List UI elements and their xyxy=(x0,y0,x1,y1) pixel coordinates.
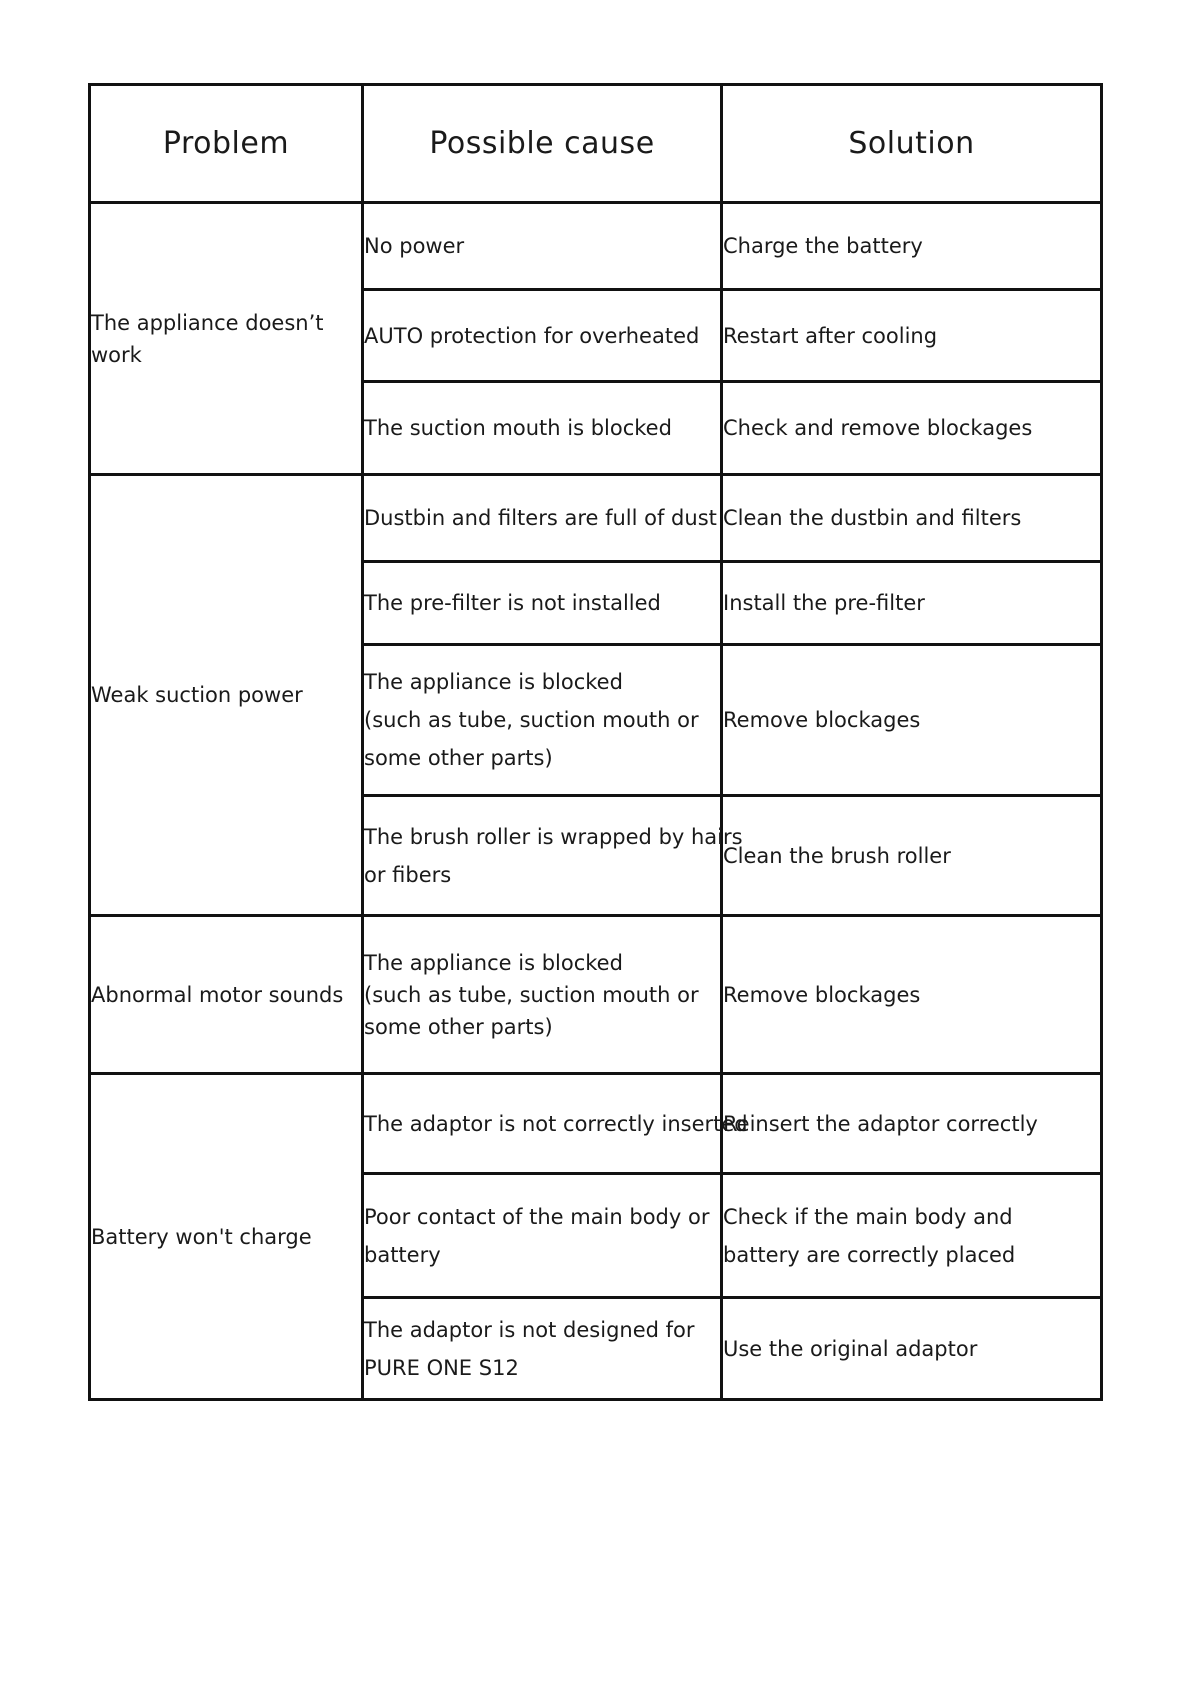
solution-cell xyxy=(722,382,1102,475)
solution-cell xyxy=(722,796,1102,916)
cause-text: (such as tube, suction mouth or xyxy=(364,708,699,732)
solution-text: Clean the dustbin and filters xyxy=(723,506,1022,530)
cause-text: battery xyxy=(364,1242,441,1267)
cause-text: PURE ONE S12 xyxy=(364,1355,519,1380)
problem-cell xyxy=(90,916,363,1074)
cause-cell xyxy=(363,1298,722,1400)
solution-text: Clean the brush roller xyxy=(723,843,951,868)
solution-cell xyxy=(722,1298,1102,1400)
table-row xyxy=(90,1074,1102,1174)
cause-cell xyxy=(363,562,722,645)
troubleshooting-table xyxy=(88,83,1103,1401)
solution-cell xyxy=(722,562,1102,645)
solution-cell xyxy=(722,916,1102,1074)
cause-cell xyxy=(363,1074,748,1174)
solution-cell xyxy=(722,1174,1102,1298)
solution-cell xyxy=(722,1074,1102,1174)
problem-cell xyxy=(90,203,363,475)
cause-cell xyxy=(363,290,722,382)
solution-cell xyxy=(722,475,1102,562)
header-row xyxy=(90,85,1102,203)
problem-cell xyxy=(90,475,363,916)
table-row xyxy=(90,916,1102,1074)
cause-text: AUTO protection for overheated xyxy=(364,323,700,348)
problem-text: work xyxy=(91,342,142,367)
cause-text: Dustbin and filters are full of dust xyxy=(364,506,717,530)
cause-text: Poor contact of the main body or xyxy=(364,1204,710,1229)
cause-text: The adaptor is not correctly inserted xyxy=(364,1111,748,1136)
cause-text: some other parts) xyxy=(364,1014,553,1039)
problem-text: The appliance doesn’t xyxy=(91,310,324,335)
solution-cell xyxy=(722,203,1102,290)
cause-cell xyxy=(363,203,722,290)
problem-text: Abnormal motor sounds xyxy=(91,982,344,1007)
cause-cell xyxy=(363,796,743,916)
cause-cell xyxy=(363,645,722,796)
solution-text: Check and remove blockages xyxy=(723,416,1033,440)
cause-text: The appliance is blocked xyxy=(364,950,623,975)
problem-text: Battery won't charge xyxy=(91,1224,312,1249)
table-row xyxy=(90,203,1102,290)
cause-text: No power xyxy=(364,234,465,258)
problem-cell xyxy=(90,1074,363,1400)
solution-text: Install the pre-filter xyxy=(723,591,925,615)
cause-text: or fibers xyxy=(364,862,452,887)
cause-text: (such as tube, suction mouth or xyxy=(364,982,699,1007)
cause-text: The appliance is blocked xyxy=(364,670,623,694)
cause-text: The pre-filter is not installed xyxy=(364,591,661,615)
solution-text: battery are correctly placed xyxy=(723,1242,1016,1267)
cause-cell xyxy=(363,1174,722,1298)
cause-text: The suction mouth is blocked xyxy=(364,416,672,440)
cause-cell xyxy=(363,916,722,1074)
solution-text: Restart after cooling xyxy=(723,323,938,348)
header-problem: Problem xyxy=(90,85,363,203)
solution-cell xyxy=(722,290,1102,382)
solution-text: Check if the main body and xyxy=(723,1204,1013,1229)
cause-text: some other parts) xyxy=(364,746,553,770)
cause-cell xyxy=(363,382,722,475)
solution-cell xyxy=(722,645,1102,796)
header-solution: Solution xyxy=(722,85,1102,203)
solution-text: Remove blockages xyxy=(723,982,921,1007)
solution-text: Use the original adaptor xyxy=(723,1336,978,1361)
cause-cell xyxy=(363,475,722,562)
solution-text: Charge the battery xyxy=(723,234,923,258)
problem-text: Weak suction power xyxy=(91,683,303,707)
cause-text: The brush roller is wrapped by hairs xyxy=(364,824,743,849)
header-possible-cause: Possible cause xyxy=(363,85,722,203)
cause-text: The adaptor is not designed for xyxy=(364,1317,695,1342)
solution-text: Reinsert the adaptor correctly xyxy=(723,1111,1038,1136)
solution-text: Remove blockages xyxy=(723,708,921,732)
table-row xyxy=(90,475,1102,562)
